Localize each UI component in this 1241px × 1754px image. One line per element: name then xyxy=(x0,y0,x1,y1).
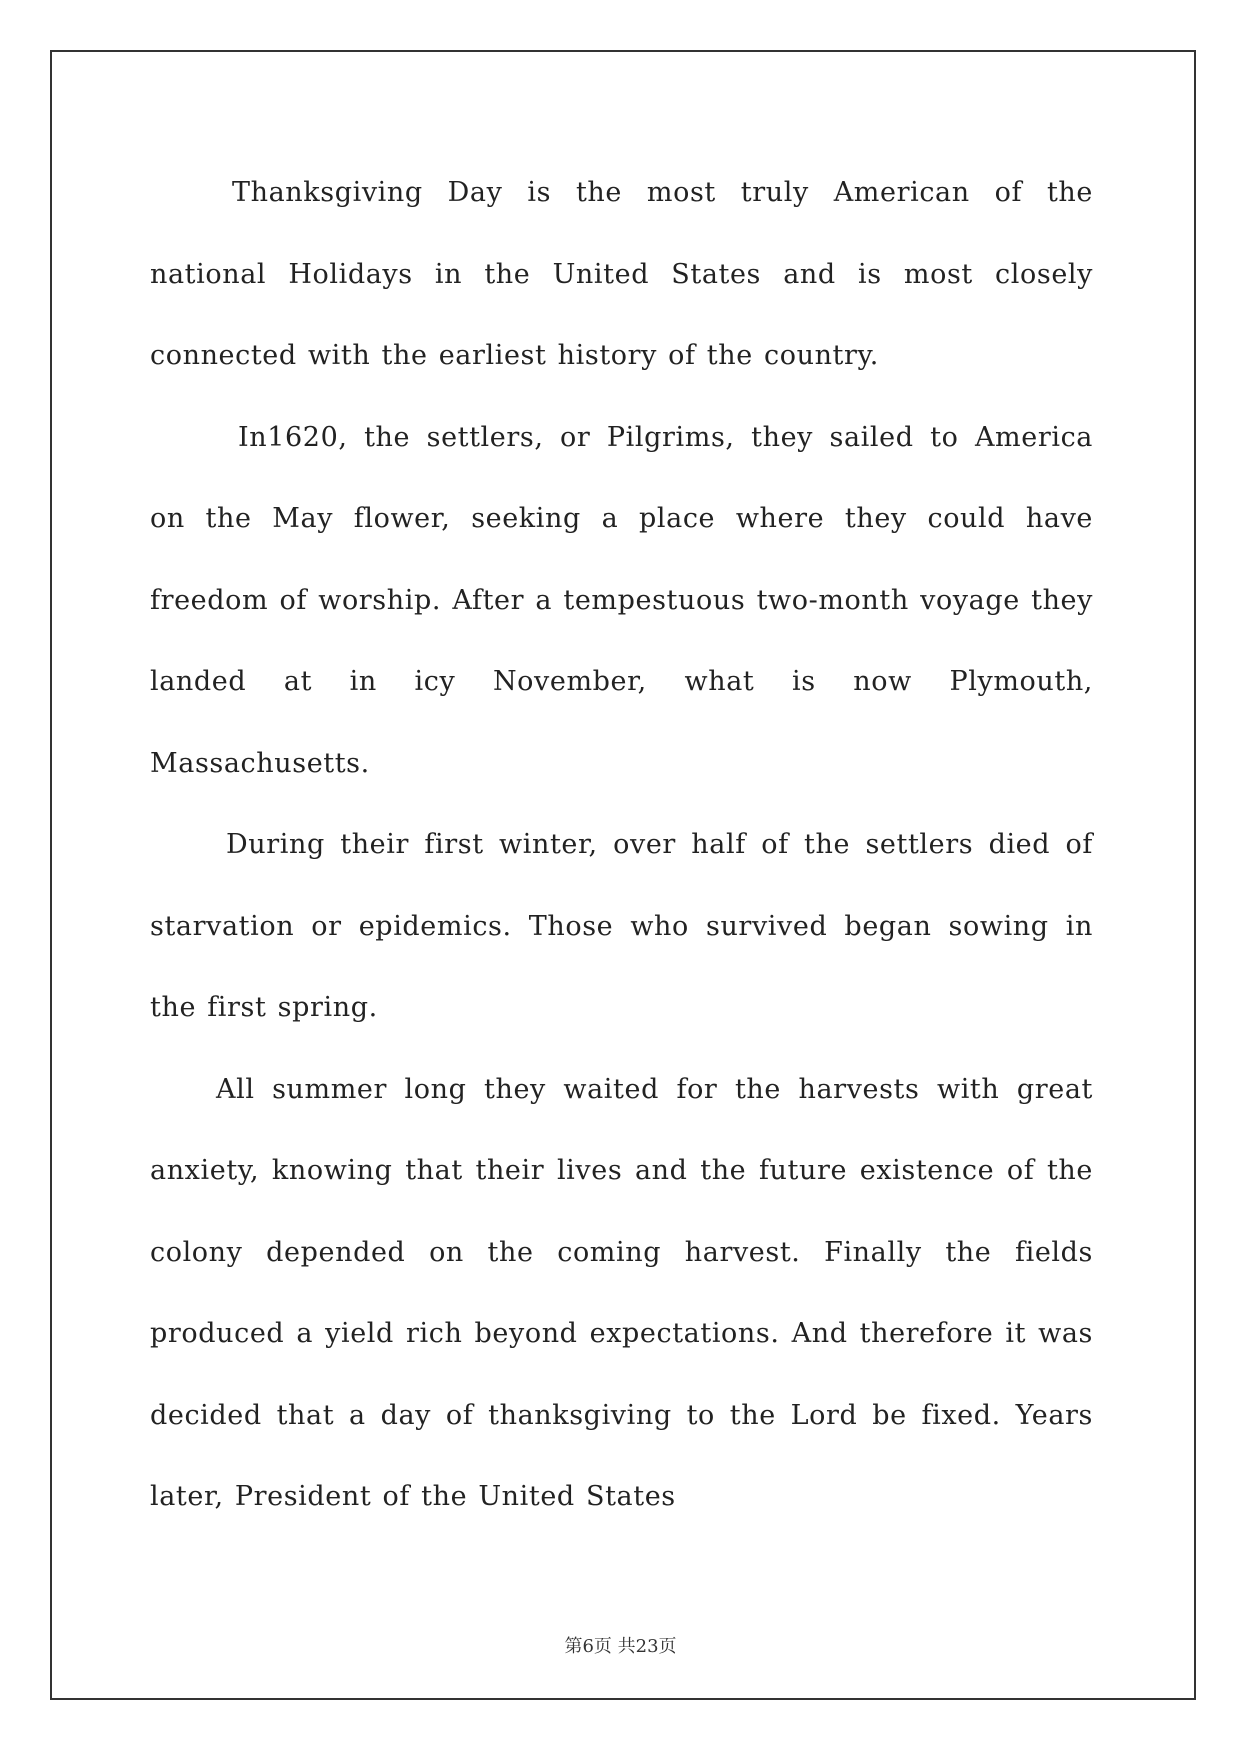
paragraph-3: During their first winter, over half of the settlers died of starvation or epidemics. Those who survived began sowing in the first spring. xyxy=(150,829,1093,1023)
paragraph-1: Thanksgiving Day is the most truly American of the national Holidays in the United States and is most closely connected with the earliest history of the country. xyxy=(150,177,1093,371)
document-body xyxy=(150,152,1093,1538)
page-number: 第6页 共23页 xyxy=(564,1636,677,1657)
paragraph-2: In1620, the settlers, or Pilgrims, they sailed to America on the May flower, seeking a place where they could have freedom of worship. After a tempestuous two-month voyage they landed at in icy November, what is now Plymouth, Massachusetts. xyxy=(150,421,1093,779)
paragraph-4: All summer long they waited for the harvests with great anxiety, knowing that their lives and the future existence of the colony depended on the coming harvest. Finally the fields produced a yield rich beyond expectations. And therefore it was decided that a day of thanksgiving to the Lord be fixed. Years later, President of the United States xyxy=(150,1073,1093,1512)
